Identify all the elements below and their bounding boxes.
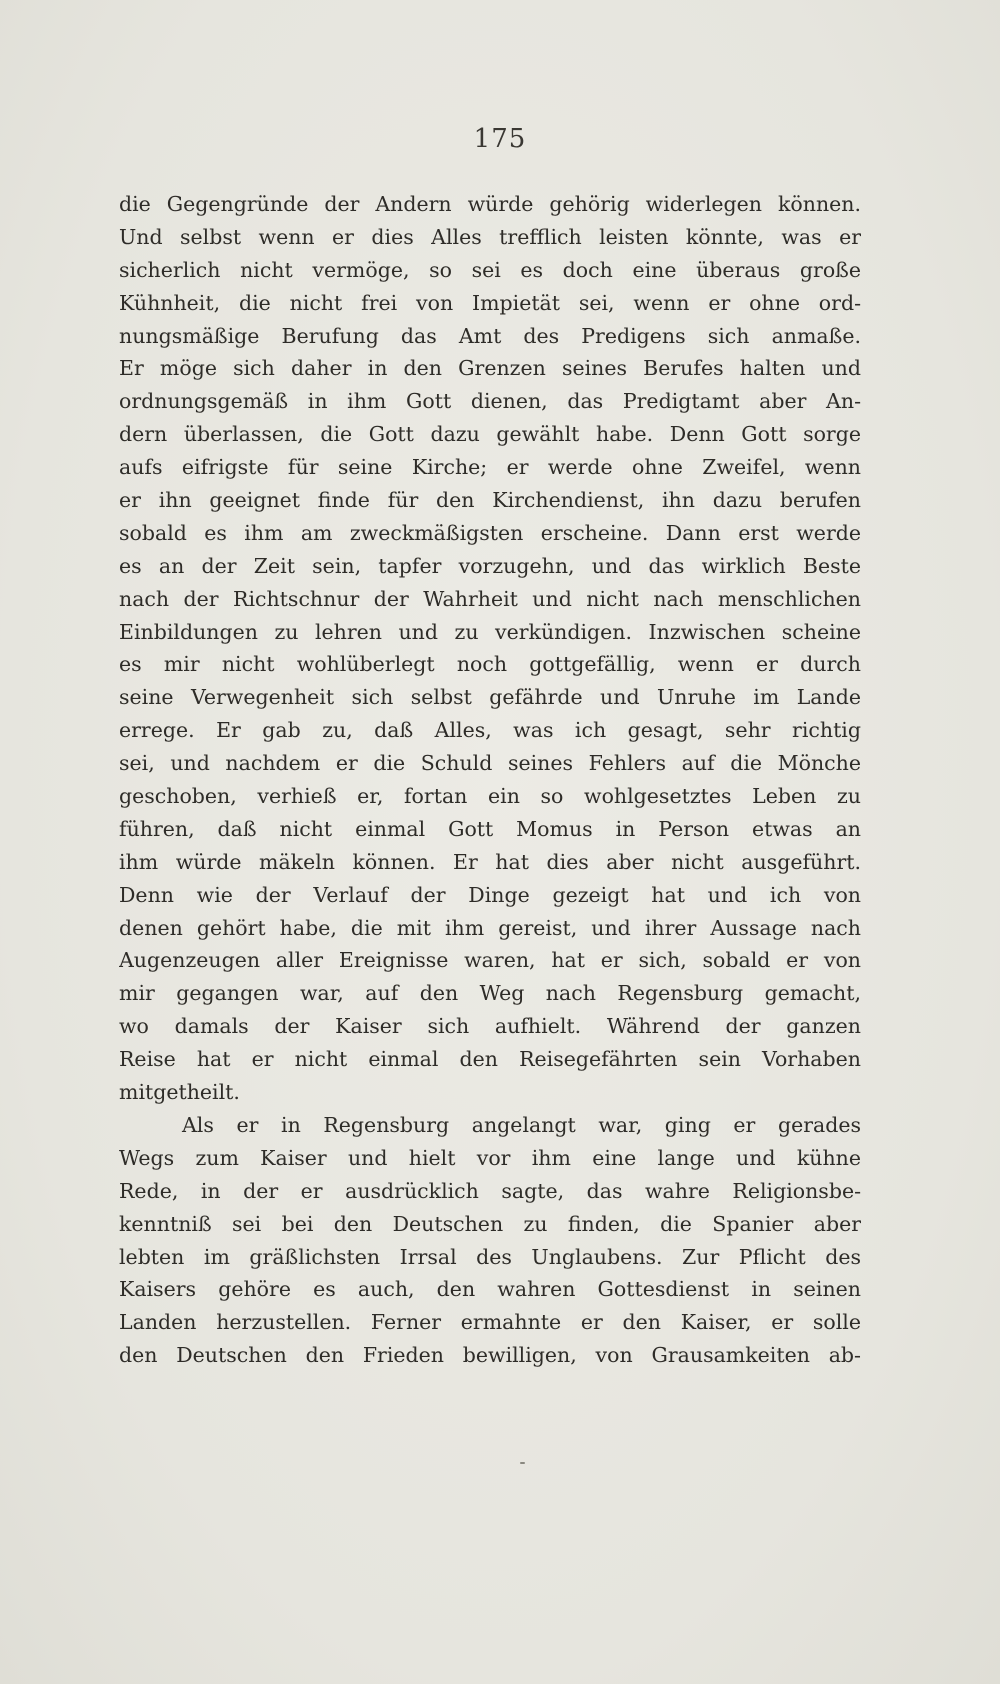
text-line: aufs eifrigste für seine Kirche; er werde ohne Zweifel, wenn bbox=[119, 455, 861, 480]
text-line: führen, daß nicht einmal Gott Momus in Person etwas an bbox=[119, 816, 861, 841]
text-line: geschoben, verhieß er, fortan ein so wohlgesetztes Leben zu bbox=[119, 784, 861, 809]
text-line: kenntniß sei bei den Deutschen zu finden, die Spanier aber bbox=[119, 1211, 861, 1236]
text-line: nungsmäßige Berufung das Amt des Predigens sich anmaße. bbox=[119, 323, 861, 348]
text-line: ihm würde mäkeln können. Er hat dies aber nicht ausgeführt. bbox=[119, 849, 861, 874]
text-line: sobald es ihm am zweckmäßigsten erscheine. Dann erst werde bbox=[119, 520, 861, 545]
text-line: Und selbst wenn er dies Alles trefflich leisten könnte, was er bbox=[119, 224, 861, 249]
text-line: dern überlassen, die Gott dazu gewählt habe. Denn Gott sorge bbox=[119, 422, 861, 447]
text-line: mir gegangen war, auf den Weg nach Regensburg gemacht, bbox=[119, 981, 861, 1006]
text-line: Er möge sich daher in den Grenzen seines Berufes halten und bbox=[119, 356, 861, 381]
text-line: lebten im gräßlichsten Irrsal des Unglaubens. Zur Pflicht des bbox=[119, 1244, 861, 1269]
text-line: es an der Zeit sein, tapfer vorzugehn, und das wirklich Beste bbox=[119, 553, 861, 578]
text-line: errege. Er gab zu, daß Alles, was ich gesagt, sehr richtig bbox=[119, 718, 861, 743]
text-line: Augenzeugen aller Ereignisse waren, hat er sich, sobald er von bbox=[119, 948, 861, 973]
paragraph-start-line: Als er in Regensburg angelangt war, ging er gerades bbox=[182, 1112, 861, 1137]
text-line: Landen herzustellen. Ferner ermahnte er den Kaiser, er solle bbox=[119, 1310, 861, 1335]
text-line: Rede, in der er ausdrücklich sagte, das wahre Religionsbe- bbox=[119, 1178, 861, 1203]
text-line: er ihn geeignet finde für den Kirchendienst, ihn dazu berufen bbox=[119, 488, 861, 513]
text-line: sicherlich nicht vermöge, so sei es doch eine überaus große bbox=[119, 257, 861, 282]
text-line: den Deutschen den Frieden bewilligen, von Grausamkeiten ab- bbox=[119, 1343, 861, 1368]
text-line: Einbildungen zu lehren und zu verkündigen. Inzwischen scheine bbox=[119, 619, 861, 644]
body-text bbox=[119, 188, 861, 1372]
paragraph-end-line: mitgetheilt. bbox=[119, 1080, 240, 1105]
text-line: Wegs zum Kaiser und hielt vor ihm eine lange und kühne bbox=[119, 1145, 861, 1170]
text-line: denen gehört habe, die mit ihm gereist, und ihrer Aussage nach bbox=[119, 915, 861, 940]
text-line: Kühnheit, die nicht frei von Impietät sei, wenn er ohne ord- bbox=[119, 290, 861, 315]
text-line: seine Verwegenheit sich selbst gefährde und Unruhe im Lande bbox=[119, 685, 861, 710]
text-line: Kaisers gehöre es auch, den wahren Gottesdienst in seinen bbox=[119, 1277, 861, 1302]
text-line: die Gegengründe der Andern würde gehörig widerlegen können. bbox=[119, 192, 861, 216]
text-line: es mir nicht wohlüberlegt noch gottgefällig, wenn er durch bbox=[119, 652, 861, 677]
text-line: sei, und nachdem er die Schuld seines Fehlers auf die Mönche bbox=[119, 751, 861, 776]
text-line: Reise hat er nicht einmal den Reisegefährten sein Vorhaben bbox=[119, 1047, 861, 1072]
text-line: ordnungsgemäß in ihm Gott dienen, das Predigtamt aber An- bbox=[119, 389, 861, 414]
print-speck bbox=[520, 1462, 525, 1464]
text-line: nach der Richtschnur der Wahrheit und nicht nach menschlichen bbox=[119, 586, 861, 611]
text-line: wo damals der Kaiser sich aufhielt. Während der ganzen bbox=[119, 1014, 861, 1039]
page-number: 175 bbox=[473, 124, 527, 154]
text-line: Denn wie der Verlauf der Dinge gezeigt hat und ich von bbox=[119, 882, 861, 907]
